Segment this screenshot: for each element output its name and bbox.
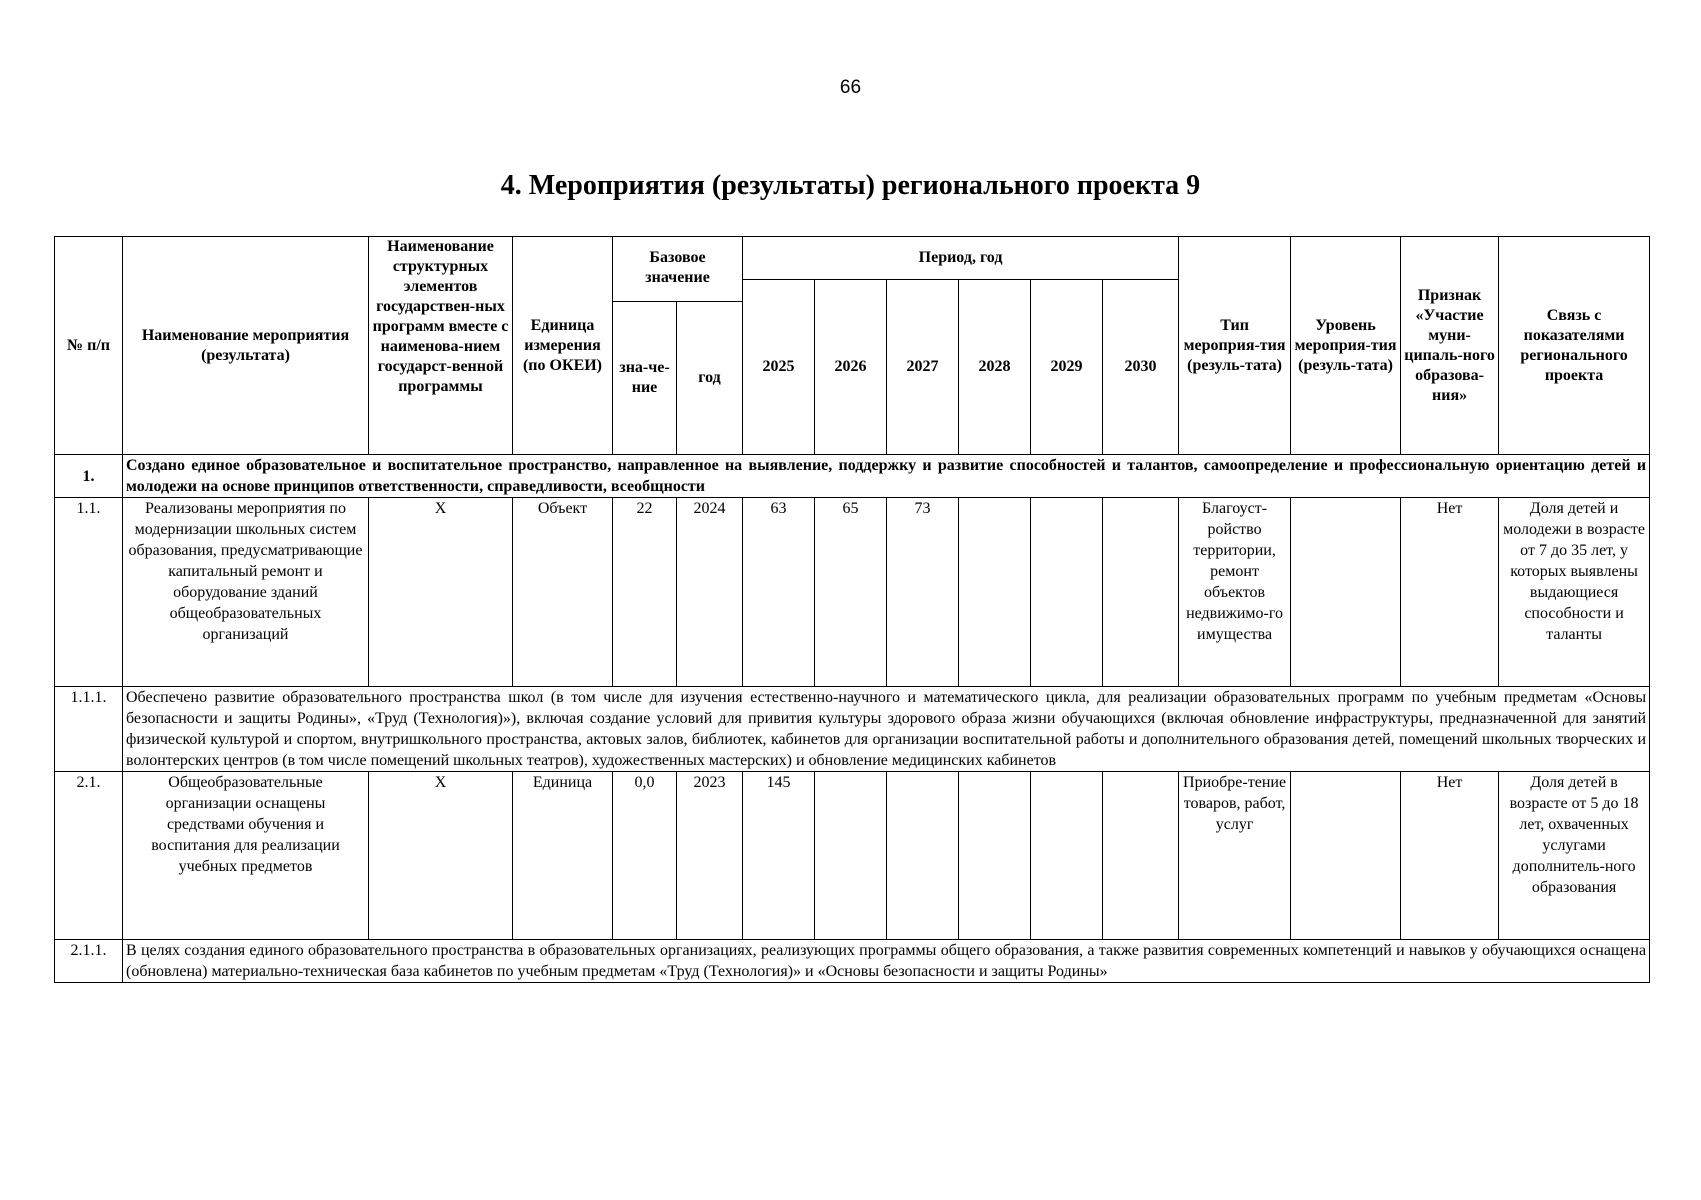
row-name: Общеобразовательные организации оснащены средствами обучения и воспитания для реализации учебных предметов bbox=[123, 772, 369, 940]
row-2025: 145 bbox=[743, 772, 815, 940]
table-row bbox=[55, 498, 1650, 687]
note-text: Обеспечено развитие образовательного пространства школ (в том числе для изучения естественно-научного и математического цикла, для реализации образовательных программ по учебным предметам «Основы безопасности и защиты Родины», «Труд (Технология)»), включая создание условий для привития культуры здорового образа жизни обучающихся (включая обновление инфраструктуры, предназначенной для занятий физической культурой и спортом, внутришкольного пространства, актовых залов, библиотек, кабинетов для организации воспитательной работы и дополнительного образования детей, помещений школьных творческих и волонтерских центров (в том числе помещений школьных театров), художественных мастерских) и обновление медицинских кабинетов bbox=[123, 687, 1650, 772]
row-type: Приобре-тение товаров, работ, услуг bbox=[1179, 772, 1291, 940]
row-2030 bbox=[1103, 498, 1179, 687]
note-number: 1.1.1. bbox=[55, 687, 123, 772]
note-row bbox=[55, 940, 1650, 983]
row-name: Реализованы мероприятия по модернизации школьных систем образования, предусматривающие капитальный ремонт и оборудование зданий общеобразовательных организаций bbox=[123, 498, 369, 687]
row-2026: 65 bbox=[815, 498, 887, 687]
header-type: Тип мероприя-тия (резуль-тата) bbox=[1179, 237, 1291, 455]
row-level bbox=[1291, 772, 1401, 940]
header-level: Уровень мероприя-тия (резуль-тата) bbox=[1291, 237, 1401, 455]
row-base-value: 0,0 bbox=[613, 772, 677, 940]
header-year: 2029 bbox=[1031, 280, 1103, 455]
row-2027: 73 bbox=[887, 498, 959, 687]
header-base: Базовое значение bbox=[613, 237, 743, 302]
row-2030 bbox=[1103, 772, 1179, 940]
row-base-year: 2024 bbox=[677, 498, 743, 687]
row-2025: 63 bbox=[743, 498, 815, 687]
header-year: 2028 bbox=[959, 280, 1031, 455]
header-unit: Единица измерения (по ОКЕИ) bbox=[513, 237, 613, 455]
row-2027 bbox=[887, 772, 959, 940]
row-municipal: Нет bbox=[1401, 772, 1499, 940]
row-number: 1.1. bbox=[55, 498, 123, 687]
page-title: 4. Мероприятия (результаты) регионального проекта 9 bbox=[500, 170, 1201, 201]
header-num: № п/п bbox=[55, 237, 123, 455]
header-year: 2025 bbox=[743, 280, 815, 455]
header-year: 2027 bbox=[887, 280, 959, 455]
section-number: 1. bbox=[55, 455, 123, 498]
row-2029 bbox=[1031, 772, 1103, 940]
table-row bbox=[55, 772, 1650, 940]
header-year: 2026 bbox=[815, 280, 887, 455]
row-link: Доля детей и молодежи в возрасте от 7 до 35 лет, у которых выявлены выдающиеся способности и таланты bbox=[1499, 498, 1650, 687]
row-structural: Х bbox=[369, 498, 513, 687]
header-municipal: Признак «Участие муни-ципаль-ного образова-ния» bbox=[1401, 237, 1499, 455]
row-municipal: Нет bbox=[1401, 498, 1499, 687]
page-number: 66 bbox=[839, 77, 862, 98]
row-number: 2.1. bbox=[55, 772, 123, 940]
section-row bbox=[55, 455, 1650, 498]
header-base-year: год bbox=[677, 302, 743, 455]
events-table bbox=[54, 236, 1650, 983]
row-2029 bbox=[1031, 498, 1103, 687]
row-2028 bbox=[959, 772, 1031, 940]
header-year: 2030 bbox=[1103, 280, 1179, 455]
header-period: Период, год bbox=[743, 237, 1179, 280]
row-link: Доля детей в возрасте от 5 до 18 лет, охваченных услугами дополнитель-ного образования bbox=[1499, 772, 1650, 940]
row-base-value: 22 bbox=[613, 498, 677, 687]
note-row bbox=[55, 687, 1650, 772]
row-2028 bbox=[959, 498, 1031, 687]
header-link: Связь с показателями регионального проекта bbox=[1499, 237, 1650, 455]
row-structural: Х bbox=[369, 772, 513, 940]
note-number: 2.1.1. bbox=[55, 940, 123, 983]
row-2026 bbox=[815, 772, 887, 940]
row-type: Благоуст-ройство территории, ремонт объектов недвижимо-го имущества bbox=[1179, 498, 1291, 687]
header-base-value: зна-че-ние bbox=[613, 302, 677, 455]
row-level bbox=[1291, 498, 1401, 687]
row-unit: Объект bbox=[513, 498, 613, 687]
header-name: Наименование мероприятия (результата) bbox=[123, 237, 369, 455]
note-text: В целях создания единого образовательного пространства в образовательных организациях, реализующих программы общего образования, а также развития современных компетенций и навыков у обучающихся оснащена (обновлена) материально-техническая база кабинетов по учебным предметам «Труд (Технология)» и «Основы безопасности и защиты Родины» bbox=[123, 940, 1650, 983]
header-structural: Наименование структурных элементов государствен-ных программ вместе с наименова-нием государст-венной программы bbox=[369, 237, 513, 455]
section-text: Создано единое образовательное и воспитательное пространство, направленное на выявление, поддержку и развитие способностей и талантов, самоопределение и профессиональную ориентацию детей и молодежи на основе принципов ответственности, справедливости, всеобщности bbox=[123, 455, 1650, 498]
row-unit: Единица bbox=[513, 772, 613, 940]
row-base-year: 2023 bbox=[677, 772, 743, 940]
